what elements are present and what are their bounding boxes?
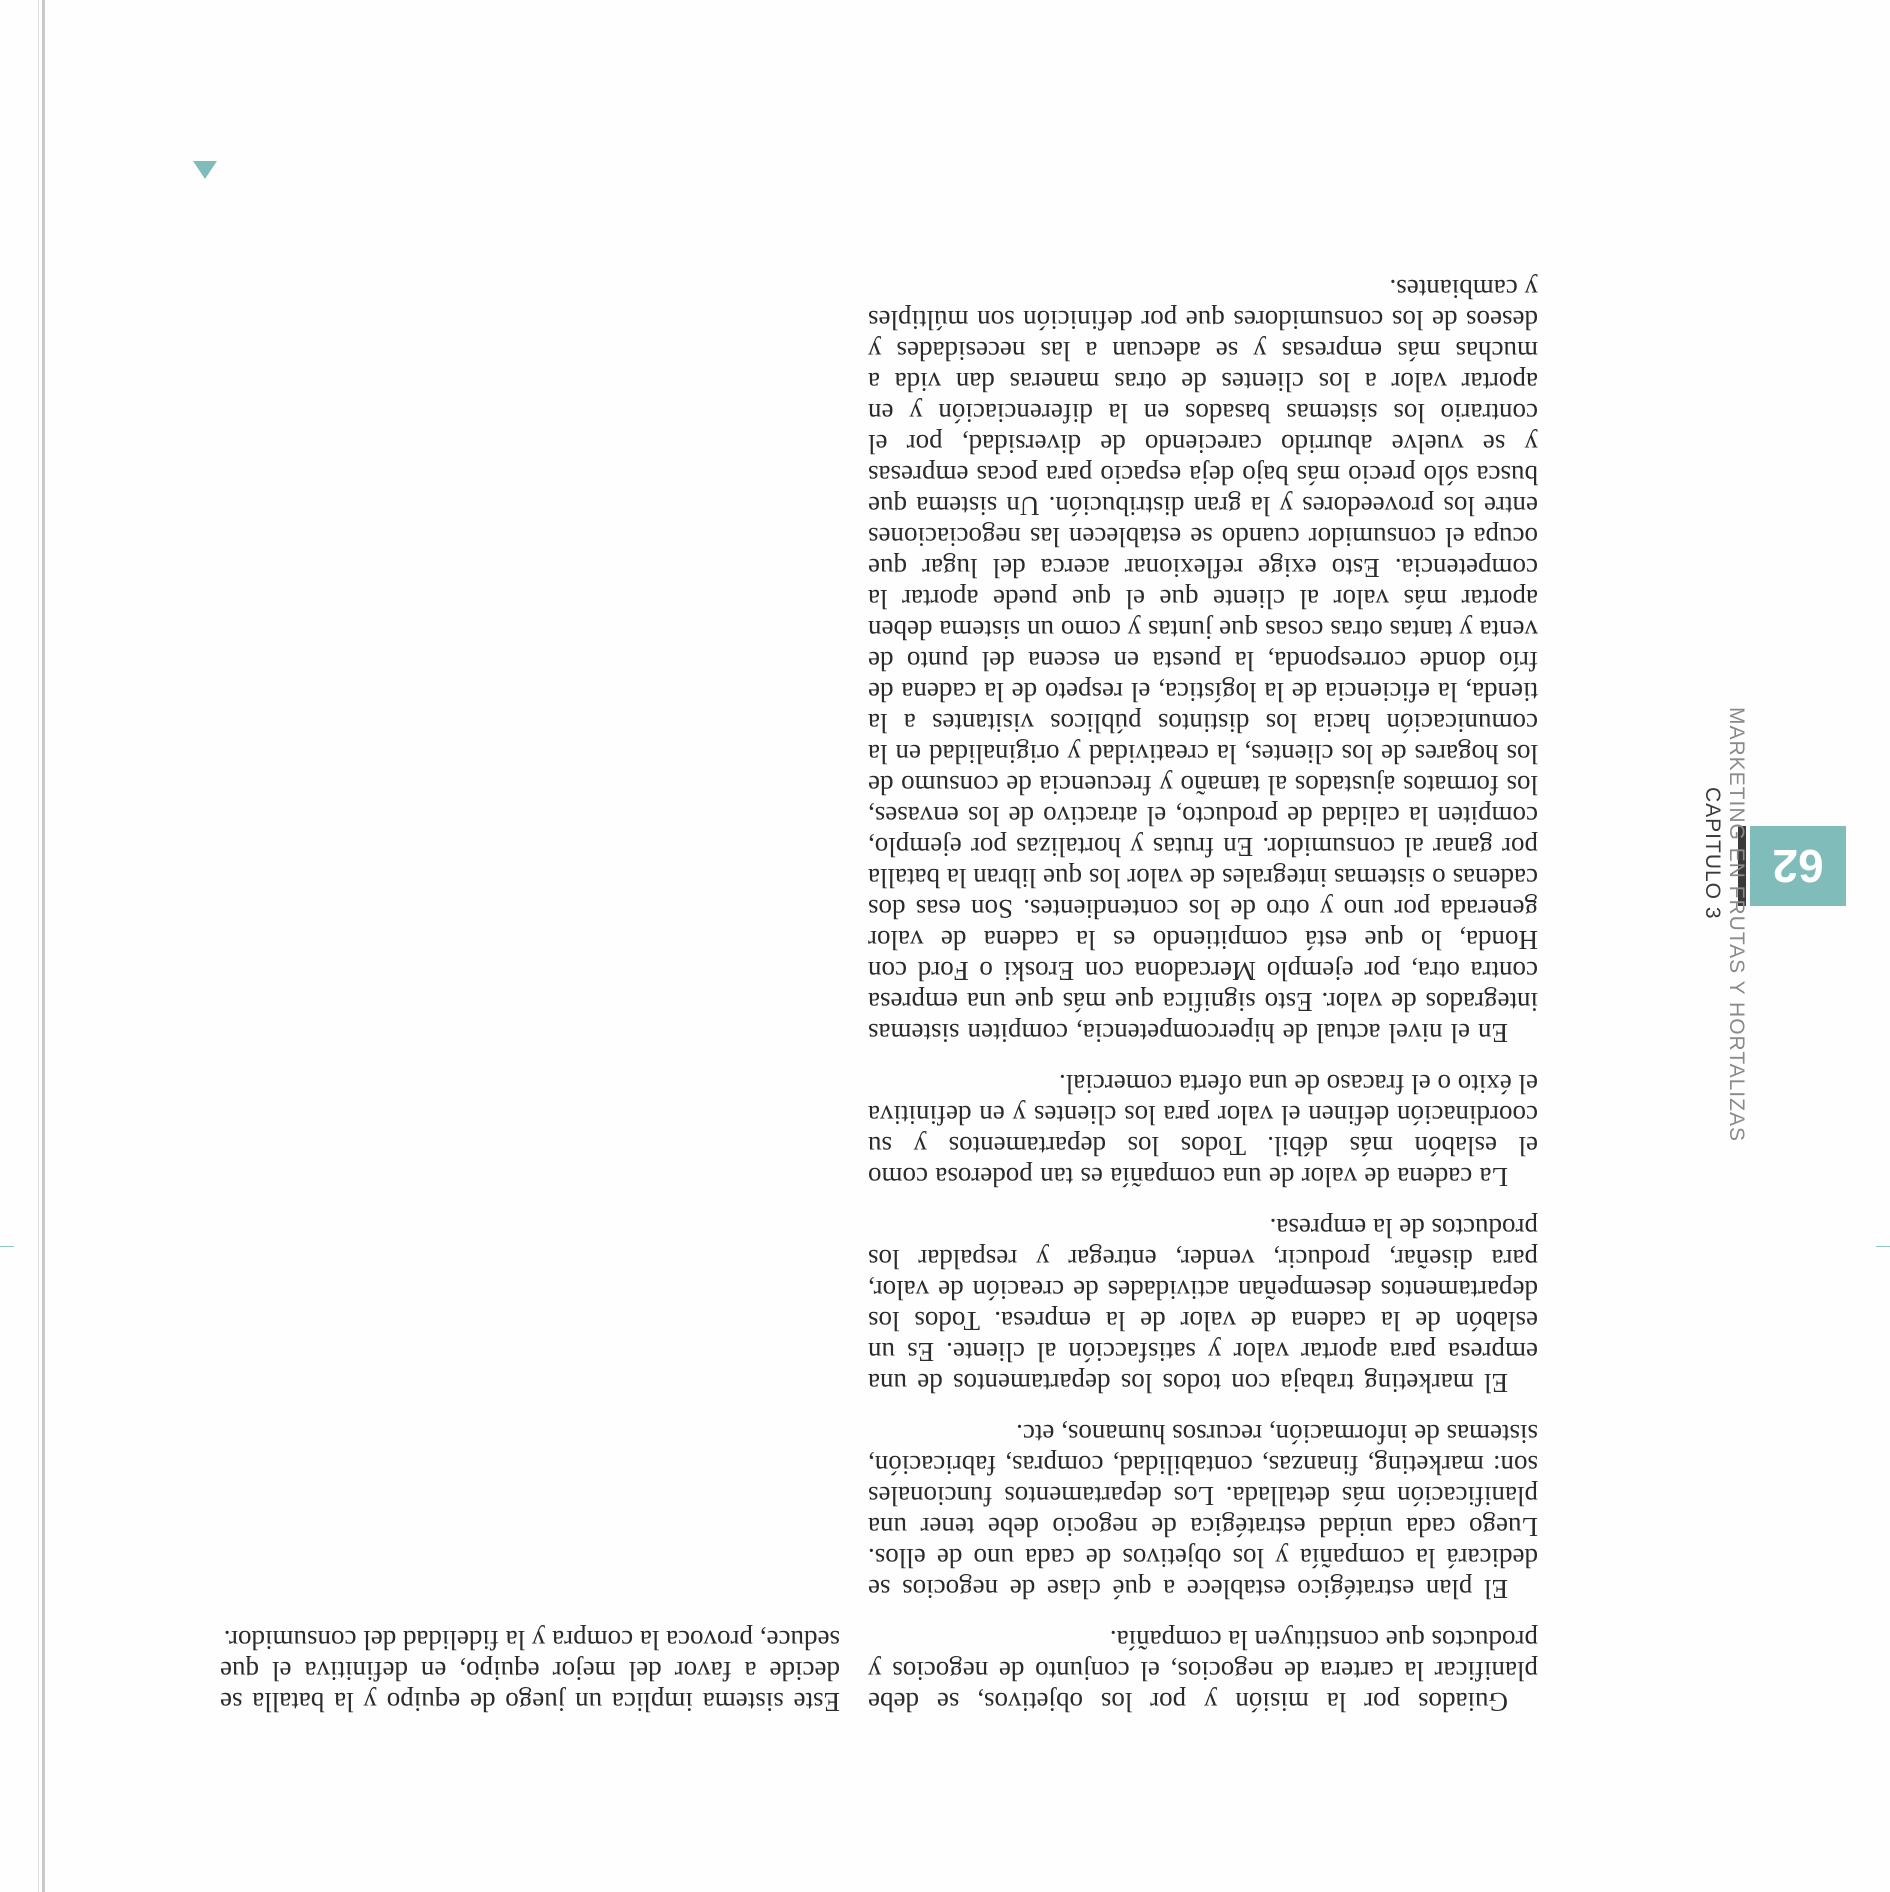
edge-tick-left bbox=[1876, 1246, 1890, 1247]
paragraph: Guiados por la misión y por los objetivos, se debe planificar la cartera de negocios, el conjunto de negocios y productos que constituyen la compañía. bbox=[868, 1625, 1538, 1717]
paragraph: El plan estratégico establece a qué clase de negocios se dedicará la compañía y los objetivos de cada uno de ellos. Luego cada unidad estratégica de negocio debe tener una planificación más detallada. Los departamentos funcionales son: marketing, finanzas, contabilidad, compras, fabricación, sistemas de información, recursos humanos, etc. bbox=[868, 1419, 1538, 1604]
page-number: 62 bbox=[1750, 826, 1846, 906]
paragraph: En el nivel actual de hipercompetencia, compiten sistemas integrados de valor. Esto significa que más que una empresa contra otra, por ejemplo Mercadona con Eroski o Ford con Honda, lo que está compitiendo es la cadena de valor generada por uno y otro de los contendientes. Son esas dos cadenas o sistemas integrales de valor los que libran la batalla por ganar al consumidor. En frutas y hortalizas por ejemplo, compiten la calidad de producto, el atractivo de los envases, los formatos ajustados al tamaño y frecuencia de consumo de los hogares de los clientes, la creatividad y originalidad en la comunicación hacia los distintos públicos visitantes a la tienda, la eficiencia de la logística, el respeto de la cadena de frío donde corresponda, la puesta en escena del punto de venta y tantas otras cosas que juntas y como un sistema deben aportar más valor al cliente que el que puede aportar la competencia. Esto exige reflexionar acerca del lugar que ocupa el consumidor cuando se establecen las negociaciones entre los proveedores y la gran distribución. Un sistema que busca sólo precio más bajo deja espacio para pocas empresas y se vuelve aburrido careciendo de diversidad, por el contrario los sistemas basados en la diferenciación y en aportar valor a los clientes de otras maneras dan vida a muchas más empresas y se adecuan a las necesidades y deseos de los consumidores que por definición son múltiples y cambiantes. bbox=[868, 274, 1538, 1048]
binding-line bbox=[42, 0, 45, 1892]
binding-line-secondary bbox=[38, 0, 39, 1892]
book-title: MARKETING EN FRUTAS Y HORTALIZAS bbox=[1725, 707, 1748, 1142]
paragraph: Este sistema implica un juego de equipo y la batalla se decide a favor del mejor equipo, en definitiva el que seduce, provoca la compra y la fidelidad del consumidor. bbox=[220, 1625, 840, 1717]
text-column-right bbox=[220, 1624, 840, 1717]
triangle-marker-icon bbox=[193, 161, 217, 179]
text-column-left bbox=[868, 273, 1538, 1717]
chapter-label: CAPITULO 3 bbox=[1701, 787, 1724, 920]
paragraph: La cadena de valor de una compañía es tan poderosa como el eslabón más débil. Todos los departamentos y su coordinación definen el valor para los clientes y en definitiva el éxito o el fracaso de una oferta comercial. bbox=[868, 1069, 1538, 1192]
edge-tick-right bbox=[0, 1246, 14, 1247]
paragraph: El marketing trabaja con todos los departamentos de una empresa para aportar valor y satisfacción al cliente. Es un eslabón de la cadena de valor de la empresa. Todos los departamentos desempeñan actividades de creación de valor, para diseñar, producir, vender, entregar y respaldar los productos de la empresa. bbox=[868, 1213, 1538, 1398]
